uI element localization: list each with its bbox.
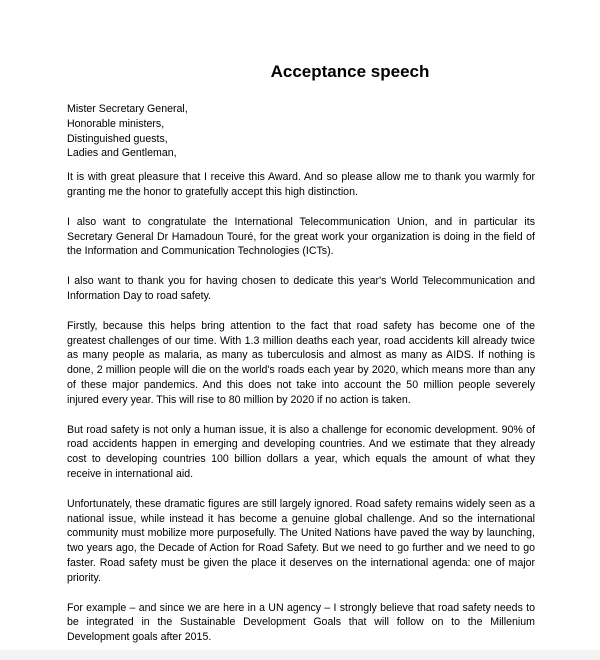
paragraph-thanks: It is with great pleasure that I receive this Award. And so please allow me to thank you warmly for granting me the honor to gratefully accept this high distinction. (67, 171, 535, 198)
salutation-line: Ladies and Gentleman, (67, 147, 177, 160)
salutation-line: Distinguished guests, (67, 132, 168, 145)
salutation-line: Honorable ministers, (67, 117, 165, 130)
salutation-block (67, 102, 535, 161)
paragraph-global-challenge: Unfortunately, these dramatic figures are still largely ignored. Road safety remains widely seen as a national issue, while instead it has become a genuine global challenge. And so the international community must mobilize more purposefully. The United Nations have paved the way by launching, two years ago, the Decade of Action for Road Safety. But we need to go further and we need to go faster. Road safety must be given the place it deserves on the international agenda: one of major priority. (67, 497, 535, 584)
paragraph-economic-development: But road safety is not only a human issue, it is also a challenge for economic development. 90% of road accidents happen in emerging and developing countries. And we estimate that they already cost to developing countries 100 billion dollars a year, which equals the amount of what they receive in international aid. (67, 423, 535, 480)
salutation-line: Mister Secretary General, (67, 103, 188, 115)
paragraph-road-safety-challenge: Firstly, because this helps bring attention to the fact that road safety has become one of the greatest challenges of our time. With 1.3 million deaths each year, road accidents kill already twice as many people as malaria, as many as tuberculosis and almost as many as AIDS. If nothing is done, 2 million people will die on the world's roads each year by 2020, which means more than any of these major pandemics. And this does not take into account the 50 million people severely injured every year. This will rise to 80 million by 2020 if no action is taken. (67, 319, 535, 406)
paragraph-congratulate-itu: I also want to congratulate the International Telecommunication Union, and in particular its Secretary General Dr Hamadoun Touré, for the great work your organization is doing in the field of the Information and Communication Technologies (ICTs). (67, 215, 535, 258)
document-title: Acceptance speech (270, 62, 430, 81)
paragraph-road-safety-day: I also want to thank you for having chosen to dedicate this year's World Telecommunication and Information Day to road safety. (67, 275, 535, 302)
document-body (67, 102, 535, 660)
paragraph-sdg: For example – and since we are here in a UN agency – I strongly believe that road safety needs to be integrated in the Sustainable Development Goals that will follow on to the Millenium Development goals after 2015. (67, 601, 535, 644)
